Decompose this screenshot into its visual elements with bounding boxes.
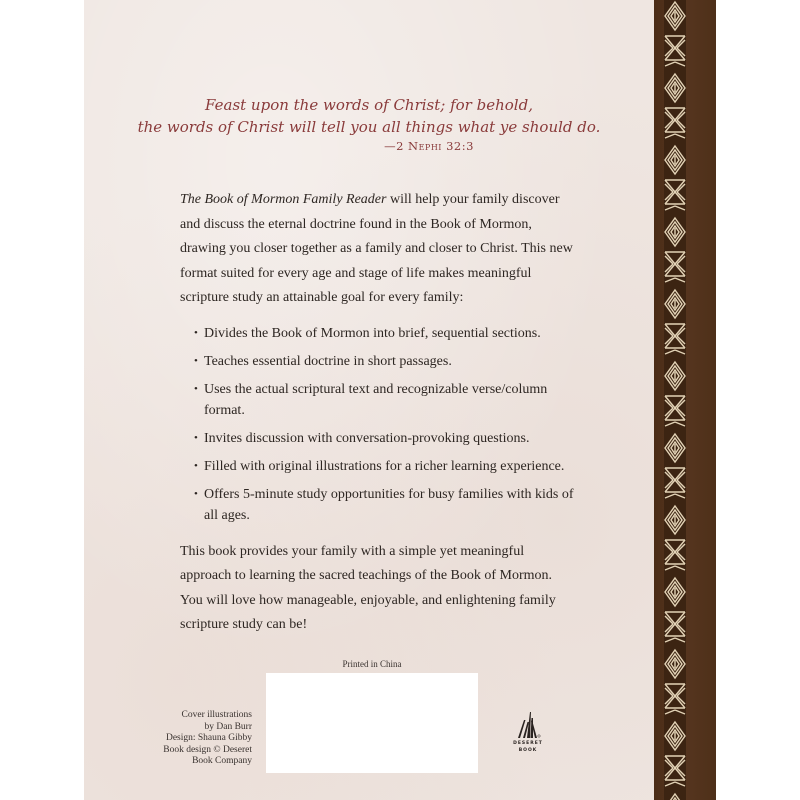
publisher-logo — [508, 710, 548, 760]
feature-item: • Teaches essential doctrine in short passages. — [194, 351, 574, 372]
barcode-area — [266, 673, 478, 773]
description — [180, 188, 574, 638]
credit-line: Design: Shauna Gibby — [165, 733, 252, 743]
publisher-name-line-2: BOOK — [518, 748, 538, 753]
intro-text: will help your family discover and discuss the eternal doctrine found in the Book of Mormon, drawing you closer together as a family and closer to Christ. This new format suited for every age and stage of life makes meaningful scripture study an attainable goal for every family: — [180, 192, 573, 305]
feature-item: • Uses the actual scriptural text and recognizable verse/column format. — [194, 379, 574, 421]
feature-item: • Offers 5-minute study opportunities for busy families with kids of all ages. — [194, 484, 574, 526]
feature-list — [180, 323, 574, 526]
epigraph-line-1: Feast upon the words of Christ; for behold, — [205, 96, 533, 114]
epigraph-citation: —2 Nephi 32:3 — [384, 139, 474, 153]
printed-in-label: Printed in China — [342, 659, 402, 669]
epigraph-line-2: the words of Christ will tell you all things what ye should do. — [137, 118, 601, 136]
credit-line: Cover illustrations — [181, 710, 252, 720]
closing-paragraph: This book provides your family with a simple yet meaningful approach to learning the sacred teachings of the Book of Mormon. You will love how manageable, enjoyable, and enlightening family scripture study can be! — [180, 543, 556, 632]
tribal-pattern-strip — [664, 0, 686, 800]
epigraph — [84, 94, 654, 154]
deseret-book-logo-icon — [515, 710, 541, 740]
intro-paragraph — [180, 188, 574, 311]
paper-area — [84, 0, 654, 800]
credits — [144, 710, 252, 768]
book-title: The Book of Mormon Family Reader — [180, 192, 387, 207]
book-back-cover — [84, 0, 716, 800]
decorative-spine-band — [654, 0, 716, 800]
publisher-name-line-1: DESERET — [513, 741, 543, 746]
credit-line: Book Company — [192, 756, 252, 766]
feature-item: • Filled with original illustrations for a richer learning experience. — [194, 456, 574, 477]
credit-line: by Dan Burr — [204, 721, 252, 732]
feature-item: • Invites discussion with conversation-provoking questions. — [194, 428, 574, 449]
credit-line: Book design © Deseret — [163, 744, 252, 755]
diamond-pattern-icon — [664, 0, 686, 800]
feature-item: • Divides the Book of Mormon into brief, sequential sections. — [194, 323, 574, 344]
